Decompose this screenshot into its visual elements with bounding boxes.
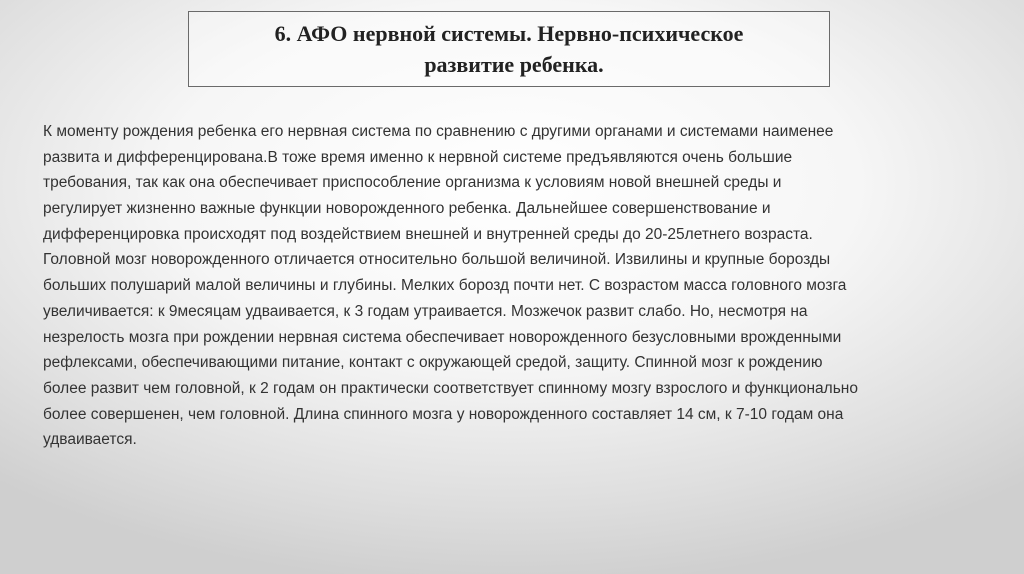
title-box	[188, 11, 830, 87]
body-line: требования, так как она обеспечивает приспособление организма к условиям новой внешней среды и	[43, 174, 782, 192]
slide-title-line-2: развитие ребенка.	[424, 52, 604, 77]
body-text	[43, 119, 993, 453]
body-line: рефлексами, обеспечивающими питание, контакт с окружающей средой, защиту. Спинной мозг к рождению	[43, 354, 823, 372]
body-line: более совершенен, чем головной. Длина спинного мозга у новорожденного составляет 14 см, к 7-10 годам она	[43, 405, 844, 423]
body-line: К моменту рождения ребенка его нервная система по сравнению с другими органами и системами наименее	[43, 123, 834, 140]
body-line: дифференцировка происходят под воздействием внешней и внутренней среды до 20-25летнего возраста.	[43, 225, 813, 243]
slide-title-line-1: 6. АФО нервной системы. Нервно-психическое	[274, 21, 744, 46]
body-line: удваивается.	[43, 431, 137, 449]
body-line: регулирует жизненно важные функции новорожденного ребенка. Дальнейшее совершенствование и	[43, 200, 771, 218]
body-line: Головной мозг новорожденного отличается относительно большой величиной. Извилины и крупные борозды	[43, 251, 831, 269]
body-line: развита и дифференцирована.В тоже время именно к нервной системе предъявляются очень большие	[43, 148, 793, 166]
body-line: увеличивается: к 9месяцам удваивается, к 3 годам утраивается. Мозжечок развит слабо. Но, несмотря на	[43, 302, 808, 320]
body-line: незрелость мозга при рождении нервная система обеспечивает новорожденного безусловными врожденными	[43, 328, 842, 346]
body-line: более развит чем головной, к 2 годам он практически соответствует спинному мозгу взрослого и функционально	[43, 379, 858, 397]
body-line: больших полушарий малой величины и глубины. Мелких борозд почти нет. С возрастом масса головного мозга	[43, 277, 847, 295]
